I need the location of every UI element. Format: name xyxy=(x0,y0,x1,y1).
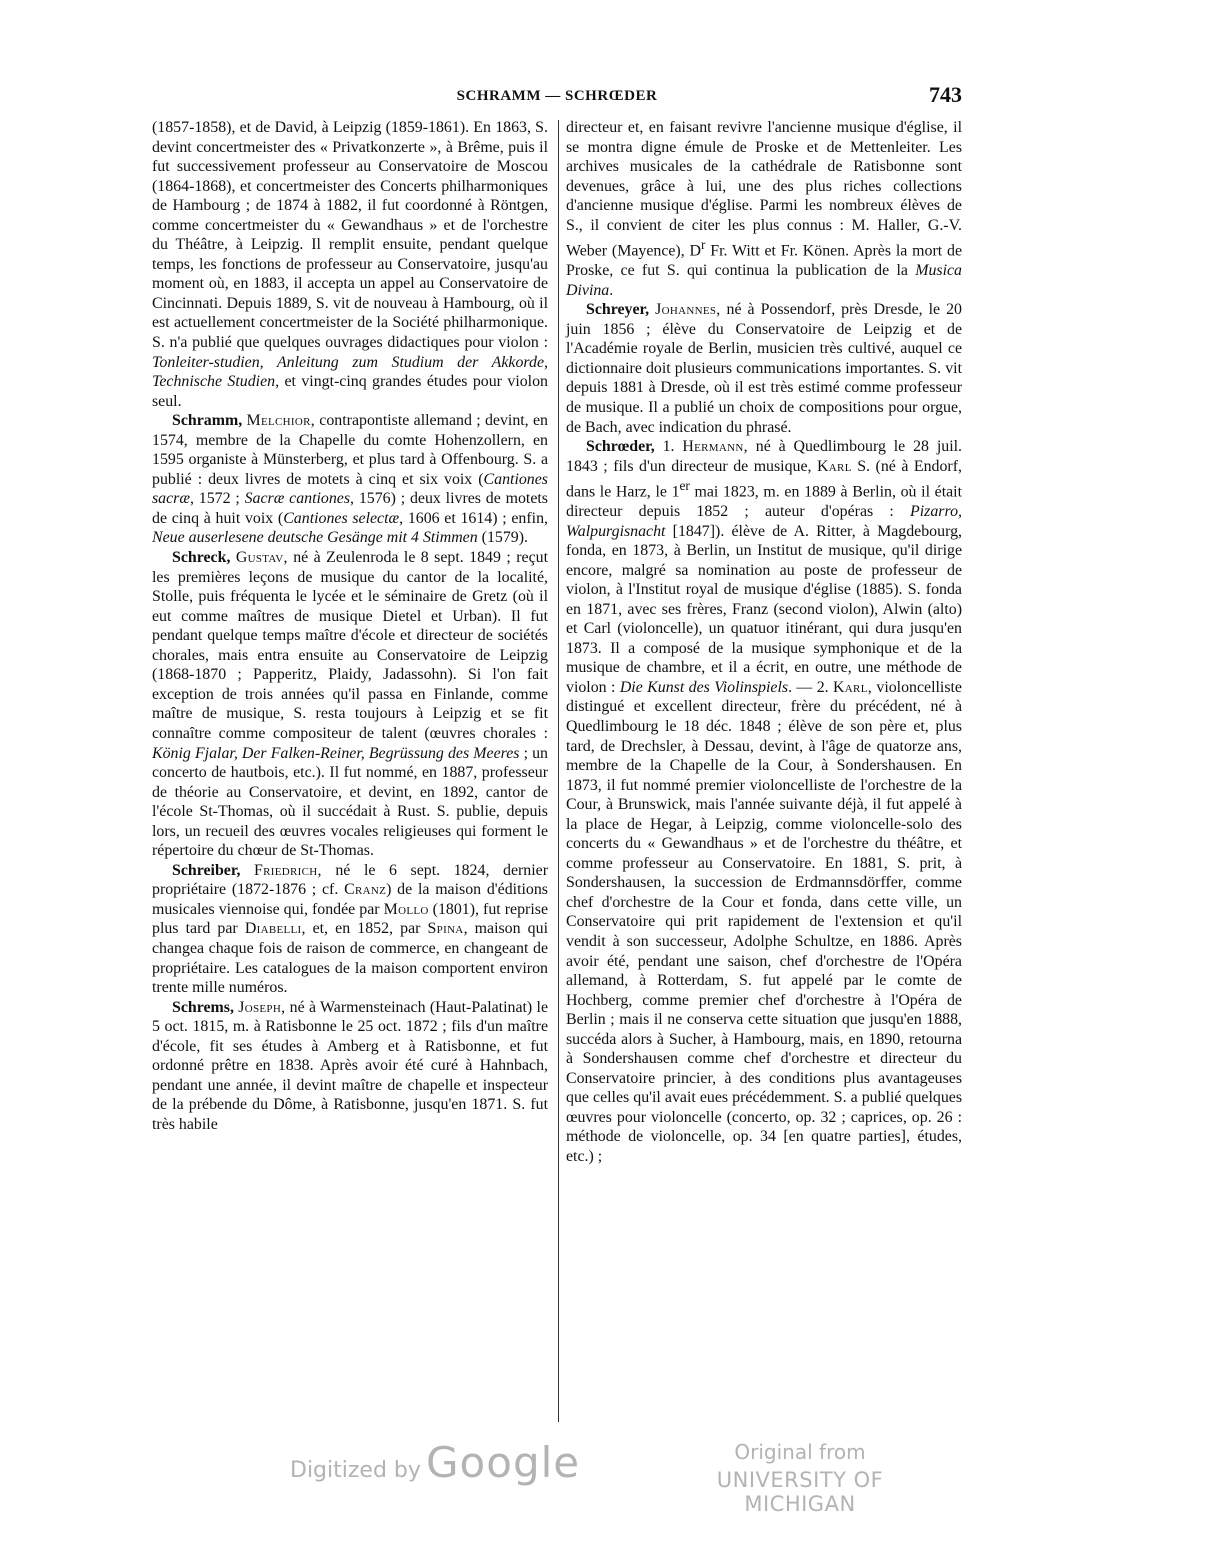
entry-schroeder: Schrœder, 1. Hermann, né à Quedlimbourg le 28 juil. 1843 ; fils d'un directeur de musique, Karl S. (né à Endorf, dans le Harz, le 1er mai 1823, m. en 1889 à Berlin, où il était directeur depuis 1852 ; auteur d'opéras : Pizarro, Walpurgisnacht [1847]). élève de A. Ritter, à Magdebourg, fonda, en 1873, à Berlin, un Institut de musique, qu'il dirige encore, malgré sa nomination au poste de professeur de violon, à l'Institut royal de musique d'église (1885). S. fonda en 1871, avec ses frères, Franz (second violon), Alwin (alto) et Carl (violoncelle), un quatuor itinérant, qui dura jusqu'en 1873. Il a composé de la musique symphonique et de la musique de chambre, et il a écrit, en outre, une méthode de violon : Die Kunst des Violinspiels. — 2. Karl, violoncelliste distingué et excellent directeur, frère du précédent, né à Quedlimbourg le 18 déc. 1848 ; élève de son père et, plus tard, de Drechsler, à Dessau, devint, à l'âge de quatorze ans, membre de la Chapelle de la Cour, à Sondershausen. En 1873, il fut nommé premier violoncelliste de l'orchestre de la Cour, à Brunswick, mais l'année suivante déjà, il fut appelé à la place de Hegar, à Leipzig, comme violoncelle-solo des concerts du « Gewandhaus » et de l'orchestre du théâtre, et comme professeur au Conservatoire. En 1881, S. prit, à Sondershausen, la succession de Erdmannsdörffer, comme chef d'orchestre de la Cour et fonda, dans cette ville, un Conservatoire qui prit rapidement de l'extension et qu'il vendit à son successeur, Adolphe Schultze, en 1886. Après avoir été, pendant une saison, chef d'orchestre de l'Opéra allemand, à Rotterdam, S. fut appelé par le comte de Hochberg, comme premier chef d'orchestre à l'Opéra de Berlin ; mais il ne conserva cette situation que jusqu'en 1888, succéda alors à Sucher, à Hambourg, mais, en 1890, retourna à Sondershausen comme chef d'orchestre et directeur du Conservatoire princier, à des conditions plus avantageuses que celles qu'il avait eues précédemment. S. a publié quelques œuvres pour violoncelle (concerto, op. 32 ; caprices, op. 26 : méthode de violoncelle, op. 34 [en quatre parties], études, etc.) ; xyxy=(566,438,962,1166)
forename: Melchior, xyxy=(246,412,315,430)
page-number: 743 xyxy=(929,82,962,107)
work-title: Musica Divina xyxy=(566,262,962,299)
work-title: Cantiones sacræ xyxy=(152,470,548,508)
work-title: Tonleiter-studien, Anleitung zum Studium der Akkorde, Technische Studien xyxy=(152,353,548,391)
work-title: König Fjalar, Der Falken-Reiner, Begrüssung des Meeres xyxy=(152,744,520,762)
column-divider xyxy=(558,120,559,1422)
footer-watermark xyxy=(0,1436,1207,1516)
entry-schreiber: Schreiber, Friedrich, né le 6 sept. 1824, dernier propriétaire (1872-1876 ; cf. Cranz) de la maison d'éditions musicales viennoise qui, fondée par Mollo (1801), fut reprise plus tard par Diabelli, et, en 1852, par Spina, maison qui changea chaque fois de raison de commerce, en changeant de propriétaire. Les catalogues de la maison comportent environ trente mille numéros. xyxy=(152,861,548,997)
headword: Schreck, xyxy=(172,549,231,567)
entry-schramm: Schramm, Melchior, contrapontiste allemand ; devint, en 1574, membre de la Chapelle du comte Hohenzollern, en 1595 organiste à Münsterberg, et plus tard à Offenbourg. S. a publié : deux livres de motets à cinq et six voix (Cantiones sacræ, 1572 ; Sacræ cantiones, 1576) ; deux livres de motets de cinq à huit voix (Cantiones selectæ, 1606 et 1614) ; enfin, Neue auserlesene deutsche Gesänge mit 4 Stimmen (1579). xyxy=(152,412,548,547)
google-logo: Google xyxy=(426,1438,581,1487)
original-from-watermark: Original from UNIVERSITY OF MICHIGAN xyxy=(716,1440,884,1516)
cross-reference: Cranz xyxy=(344,881,387,899)
cross-reference: Mollo xyxy=(383,900,429,918)
headword: Schrems, xyxy=(172,998,234,1016)
cross-reference: Diabelli xyxy=(244,920,302,938)
headword: Schrœder, xyxy=(586,438,655,456)
running-head: SCHRAMM — SCHRŒDER xyxy=(456,88,658,104)
work-title: Pizarro, Walpurgisnacht xyxy=(566,502,962,540)
entry-continuation: directeur et, en faisant revivre l'ancienne musique d'église, il se montra digne émule de Proske et de Mettenleiter. Les archives musicales de la cathédrale de Ratisbonne sont devenues, grâce à lui, une des plus riches collections d'ancienne musique d'église. Parmi les nombreux élèves de S., il convient de citer les plus connus : M. Haller, G.-V. Weber (Mayence), $D^r$ Fr. Witt et Fr. Könen. Après la mort de Proske, ce fut S. qui continua la publication de la Musica Divina. xyxy=(566,119,962,299)
page-header xyxy=(152,80,962,110)
right-column xyxy=(566,118,962,1418)
entry-schreyer: Schreyer, Johannes, né à Possendorf, près Dresde, le 20 juin 1856 ; élève du Conservatoire de Leipzig et de l'Académie royale de Berlin, musicien très cultivé, auquel ce dictionnaire doit plusieurs communications importantes. S. vit depuis 1881 à Dresde, où il est très estimé comme professeur de musique. Il a publié un choix de compositions pour orgue, de Bach, avec indication du phrasé. xyxy=(566,301,962,436)
work-title: Sacræ cantiones xyxy=(244,490,351,508)
digitized-by-google-watermark: Digitized by Google xyxy=(290,1438,581,1487)
cross-reference: Spina xyxy=(427,920,464,938)
forename: Karl xyxy=(817,457,852,475)
entry-schreck: Schreck, Gustav, né à Zeulenroda le 8 sept. 1849 ; reçut les premières leçons de musique du cantor de la localité, Stolle, puis fréquenta le lycée et le séminaire de Gretz (où il eut comme maîtres de musique Dietel et Urban). Il fut pendant quelque temps maître d'école et directeur de sociétés chorales, mais entra ensuite au Conservatoire de Leipzig (1868-1870 ; Papperitz, Plaidy, Jadassohn). Si l'on fait exception de trois années qu'il passa en Finlande, comme maître de musique, S. resta toujours à Leipzig et se fit connaître comme compositeur de talent (œuvres chorales : König Fjalar, Der Falken-Reiner, Begrüssung des Meeres ; un concerto de hautbois, etc.). Il fut nommé, en 1887, professeur de théorie au Conservatoire, et devint, en 1892, cantor de l'école St-Thomas, où il succédait à Rust. S. publie, depuis lors, un recueil des œuvres vocales religieuses qui forment le répertoire du chœur de St-Thomas. xyxy=(152,549,548,860)
entry-schrems: Schrems, Joseph, né à Warmensteinach (Haut-Palatinat) le 5 oct. 1815, m. à Ratisbonne le 25 oct. 1872 ; fils d'un maître d'école, fit ses études à Amberg et à Ratisbonne, et fut ordonné prêtre en 1838. Après avoir été curé à Hahnbach, pendant une année, il devint maître de chapelle et inspecteur de la prébende du Dôme, à Ratisbonne, jusqu'en 1871. S. fut très habile xyxy=(152,998,548,1133)
forename: Friedrich, xyxy=(254,861,322,879)
headword: Schreiber, xyxy=(172,861,241,879)
forename: Gustav, xyxy=(235,549,288,567)
forename: Karl, xyxy=(833,678,872,696)
work-title: Cantiones selectæ xyxy=(283,509,400,527)
work-title: Die Kunst des Violinspiels xyxy=(619,678,789,696)
headword: Schramm, xyxy=(172,412,243,430)
forename: Joseph, xyxy=(238,998,286,1016)
entry-continuation: (1857-1858), et de David, à Leipzig (1859-1861). En 1863, S. devint concertmeister des « Privatkonzerte », à Brême, puis il fut successivement professeur au Conservatoire de Moscou (1864-1868), et concertmeister des Concerts philharmoniques de Hambourg ; de 1874 à 1882, il fut coordonné à Röntgen, comme concertmeister du « Gewandhaus » et de l'orchestre du Théâtre, à Leipzig. Il remplit ensuite, pendant quelque temps, les fonctions de professeur au Conservatoire, jusqu'au moment où, en 1883, il accepta un appel au Conservatoire de Cincinnati. Depuis 1889, S. vit de nouveau à Hambourg, où il est actuellement concertmeister de la Société philharmonique. S. n'a publié que quelques ouvrages didactiques pour violon : Tonleiter-studien, Anleitung zum Studium der Akkorde, Technische Studien, et vingt-cinq grandes études pour violon seul. xyxy=(152,119,548,410)
left-column xyxy=(152,118,548,1418)
headword: Schreyer, xyxy=(586,301,650,319)
forename: Hermann, xyxy=(682,438,748,456)
work-title: Neue auserlesene deutsche Gesänge mit 4 Stimmen xyxy=(152,529,478,547)
forename: Johannes, xyxy=(655,301,721,319)
